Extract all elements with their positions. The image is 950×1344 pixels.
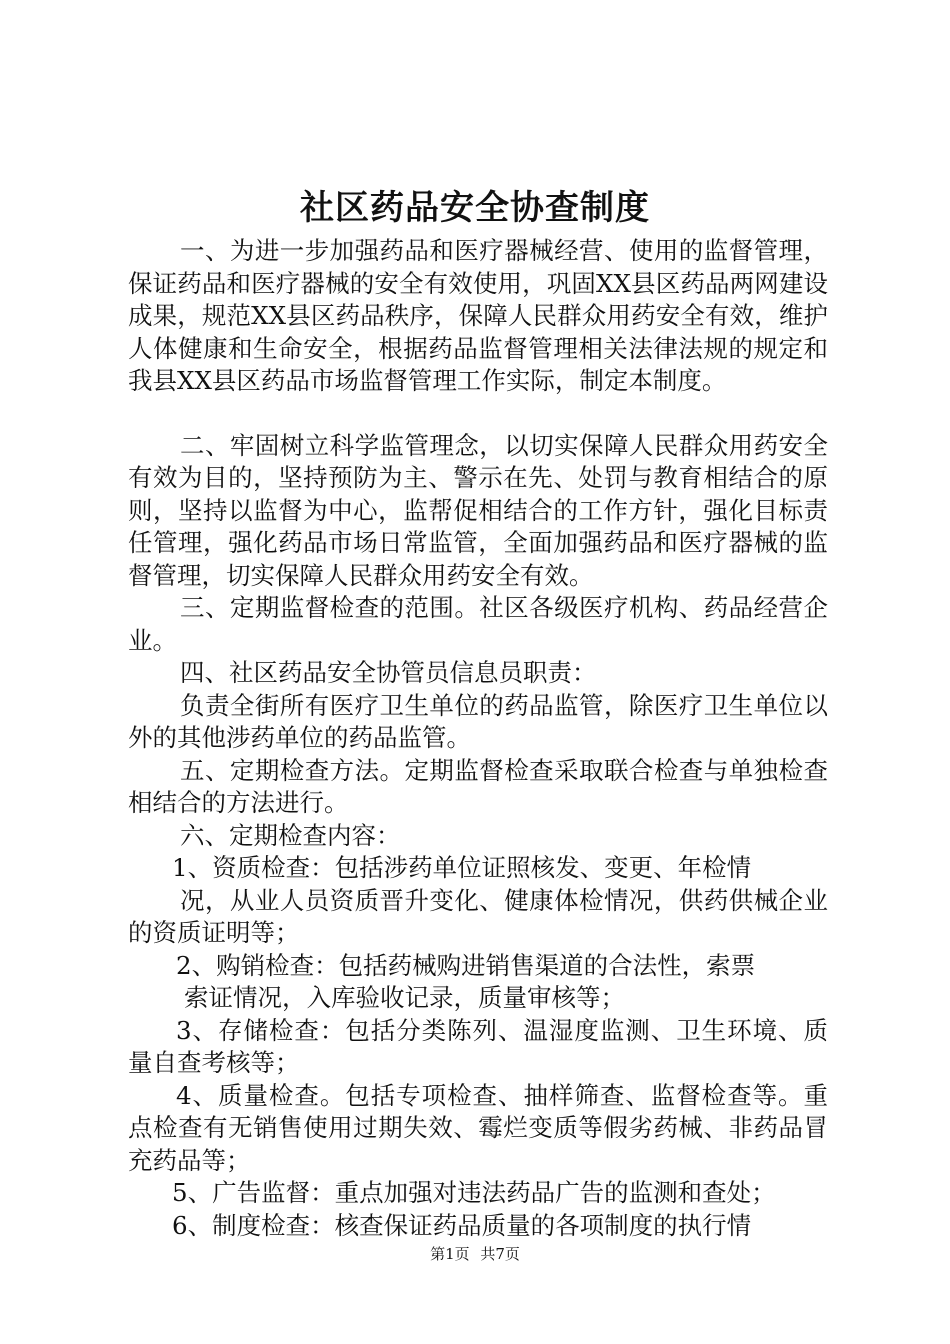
paragraph-1: 一、为进一步加强药品和医疗器械经营、使用的监督管理，保证药品和医疗器械的安全有效使用，巩固XX县区药品两网建设成果，规范XX县区药品秩序，保障人民群众用药安全有效，维护人体健康和生命安全，根据药品监督管理相关法律法规的规定和我县XX县区药品市场监督管理工作实际，制定本制度。 — [128, 236, 828, 395]
list-item-1-line-1: 1、资质检查：包括涉药单位证照核发、变更、年检情 — [172, 853, 752, 882]
list-item-4: 4、质量检查。包括专项检查、抽样筛查、监督检查等。重点检查有无销售使用过期失效、霉烂变质等假劣药械、非药品冒充药品等； — [128, 1080, 828, 1175]
page-footer — [0, 1244, 950, 1264]
list-item-5: 5、广告监督：重点加强对违法药品广告的监测和查处； — [172, 1178, 776, 1207]
list-item-2-line-2: 索证情况，入库验收记录，质量审核等； — [184, 983, 625, 1012]
list-item-2-line-1: 2、购销检查：包括药械购进销售渠道的合法性，索票 — [176, 950, 756, 980]
list-item-3: 3、存储检查：包括分类陈列、温湿度监测、卫生环境、质量自查考核等； — [128, 1015, 828, 1077]
paragraph-4: 四、社区药品安全协管员信息员职责： — [180, 658, 597, 687]
page-total: 共7页 — [480, 1245, 520, 1263]
paragraph-2: 二、牢固树立科学监管理念，以切实保障人民群众用药安全有效为目的，坚持预防为主、警示在先、处罚与教育相结合的原则，坚持以监督为中心，监帮促相结合的工作方针，强化目标责任管理，强化药品市场日常监管，全面加强药品和医疗器械的监督管理，切实保障人民群众用药安全有效。 — [128, 430, 828, 590]
paragraph-spacer — [128, 398, 828, 430]
page-number: 第1页 — [430, 1245, 470, 1263]
paragraph-5: 负责全街所有医疗卫生单位的药品监管，除医疗卫生单位以外的其他涉药单位的药品监管。 — [128, 690, 828, 752]
paragraph-3: 三、定期监督检查的范围。社区各级医疗机构、药品经营企业。 — [128, 593, 828, 655]
list-item-6: 6、制度检查：核查保证药品质量的各项制度的执行情 — [172, 1210, 752, 1240]
document-body — [128, 235, 828, 1242]
paragraph-7: 六、定期检查内容： — [180, 820, 401, 850]
document-title: 社区药品安全协查制度 — [300, 188, 650, 228]
paragraph-6: 五、定期检查方法。定期监督检查采取联合检查与单独检查相结合的方法进行。 — [128, 755, 828, 817]
list-item-1-line-2: 况，从业人员资质晋升变化、健康体检情况，供药供械企业的资质证明等； — [128, 885, 828, 947]
